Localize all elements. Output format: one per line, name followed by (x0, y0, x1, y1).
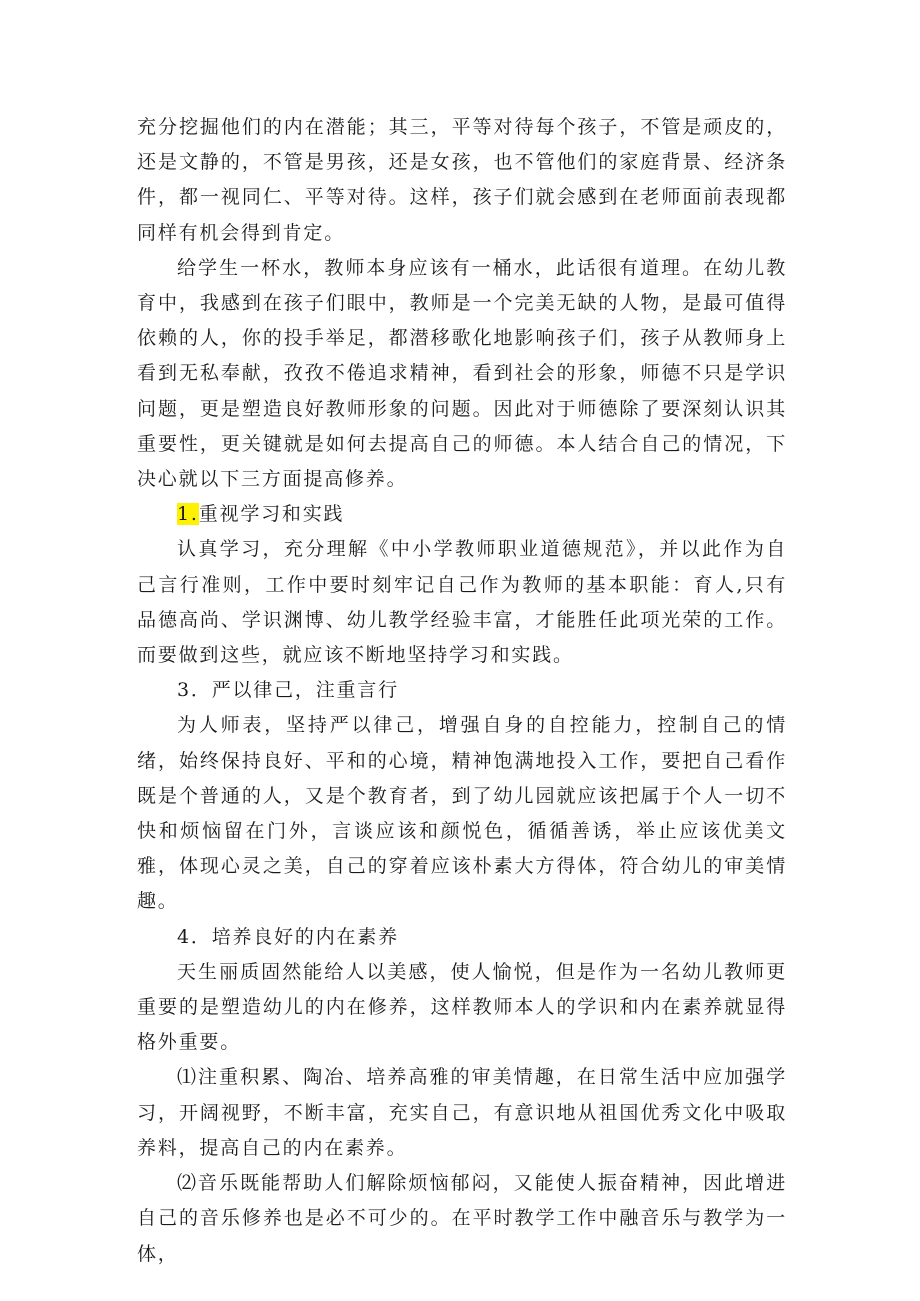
section-heading-inner-quality: 4．培养良好的内在素养 (177, 925, 399, 948)
list-item-aesthetics: ⑴注重积累、陶冶、培养高雅的审美情趣，在日常生活中应加强学习，开阔视野，不断丰富，充实自己，有意识地从祖国优秀文化中吸取养料，提高自己的内在素养。 (137, 1066, 787, 1159)
paragraph-inner-quality: 天生丽质固然能给人以美感，使人愉悦，但是作为一名幼儿教师更重要的是塑造幼儿的内在修养，这样教师本人的学识和内在素养就显得格外重要。 (137, 960, 787, 1054)
section-title: 重视学习和实践 (198, 503, 345, 526)
paragraph-continuation: 充分挖掘他们的内在潜能；其三，平等对待每个孩子，不管是顽皮的，还是文静的，不管是男孩，还是女孩，也不管他们的家庭背景、经济条件，都一视同仁、平等对待。这样，孩子们就会感到在老师面前表现都同样有机会得到肯定。 (137, 116, 787, 244)
section-heading-study-practice (137, 497, 787, 532)
list-item-music: ⑵音乐既能帮助人们解除烦恼郁闷，又能使人振奋精神，因此增进自己的音乐修养也是必不可少的。在平时教学工作中融音乐与教学为一体， (137, 1172, 787, 1265)
paragraph-teacher-ethics: 给学生一杯水，教师本身应该有一桶水，此话很有道理。在幼儿教育中，我感到在孩子们眼中，教师是一个完美无缺的人物，是最可值得依赖的人，你的投手举足，都潜移歌化地影响孩子们，孩子从教师身上看到无私奉献，孜孜不倦追求精神，看到社会的形象，师德不只是学识问题，更是塑造良好教师形象的问题。因此对于师德除了要深刻认识其重要性，更关键就是如何去提高自己的师德。本人结合自己的情况，下决心就以下三方面提高修养。 (137, 256, 787, 491)
paragraph-study-practice: 认真学习，充分理解《中小学教师职业道德规范》，并以此作为自己言行准则，工作中要时刻牢记自己作为教师的基本职能：育人,只有品德高尚、学识渊博、幼儿教学经验丰富，才能胜任此项光荣的工作。而要做到这些，就应该不断地坚持学习和实践。 (137, 538, 787, 667)
section-number-highlight: 1. (177, 503, 199, 526)
section-heading-self-discipline: 3．严以律己，注重言行 (177, 679, 399, 702)
document-body (137, 110, 787, 1272)
paragraph-self-discipline: 为人师表，坚持严以律己，增强自身的自控能力，控制自己的情绪，始终保持良好、平和的心境，精神饱满地投入工作，要把自己看作既是个普通的人，又是个教育者，到了幼儿园就应该把属于个人一切不快和烦恼留在门外，言谈应该和颜悦色，循循善诱，举止应该优美文雅，体现心灵之美，自己的穿着应该朴素大方得体，符合幼儿的审美情趣。 (137, 714, 787, 913)
